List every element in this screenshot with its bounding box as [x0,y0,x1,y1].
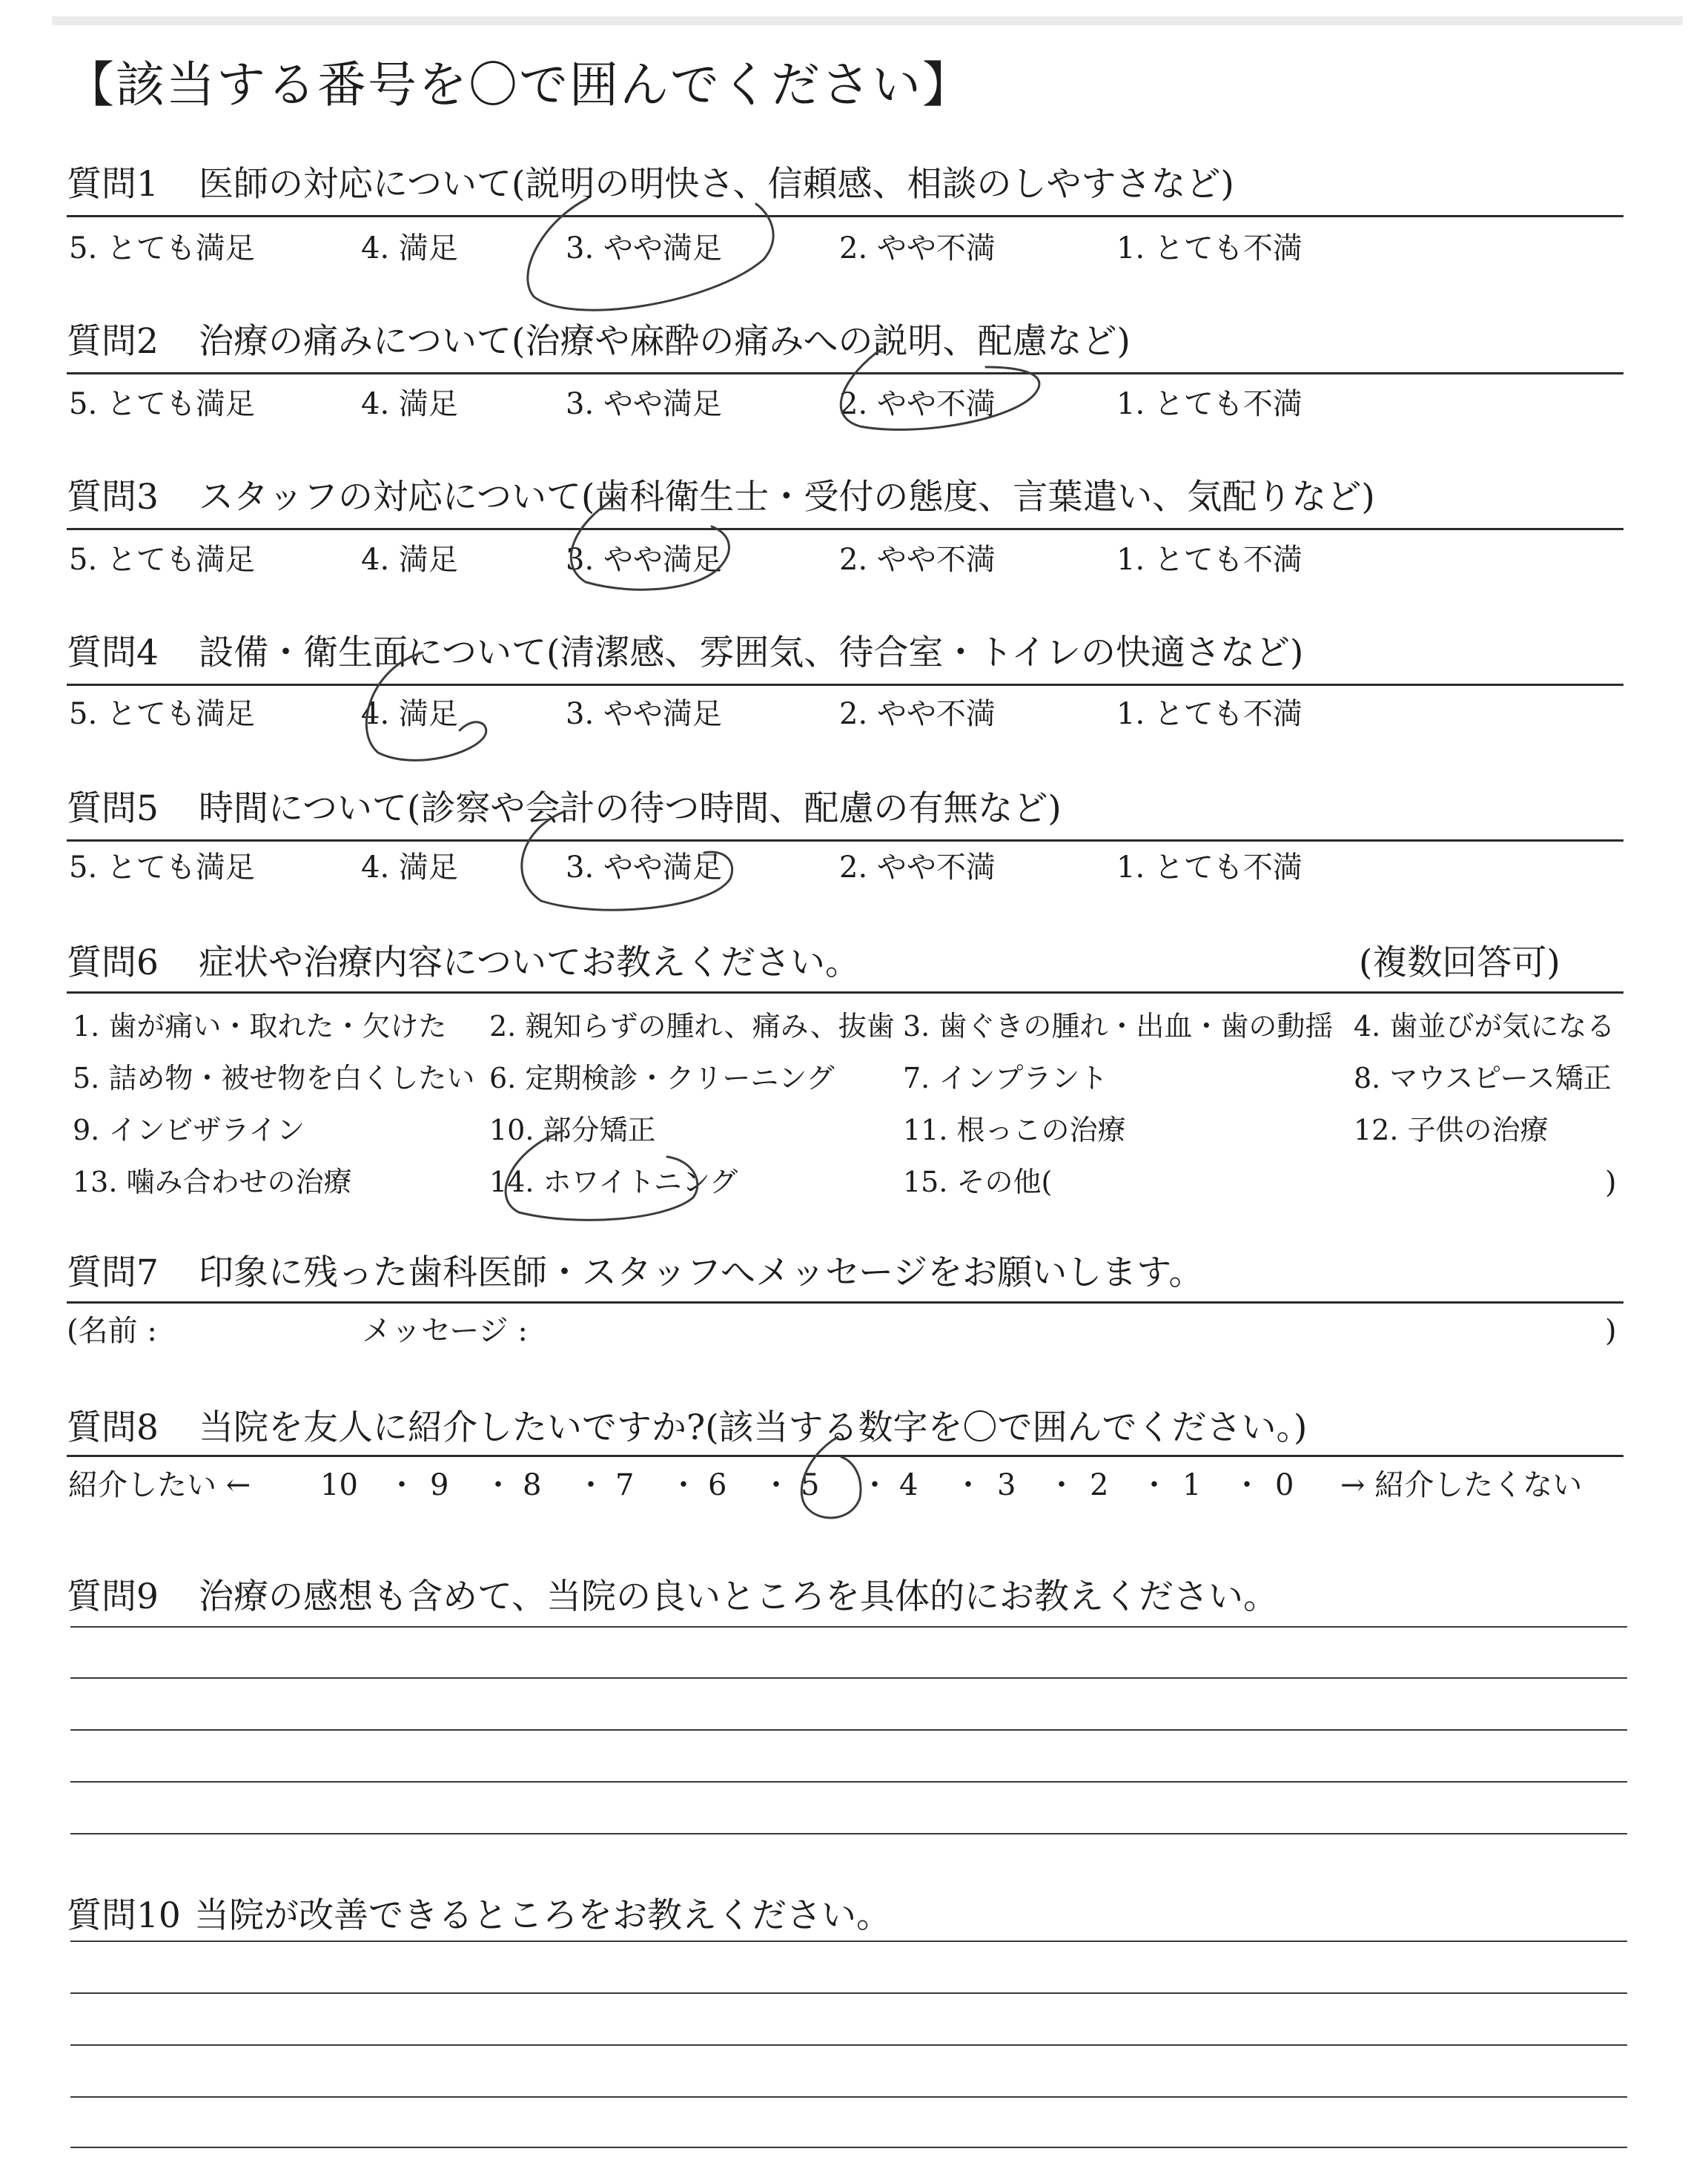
scale-value-6[interactable]: 6 [708,1468,727,1502]
question-9 [67,1576,1279,1617]
question-number: 質問6 [67,942,159,983]
question-text: 時間について(診察や会計の待つ時間、配慮の有無など) [199,788,1062,829]
treatment-option[interactable]: 11. 根っこの治療 [903,1114,1126,1146]
question-text: 治療の痛みについて(治療や麻酔の痛みへの説明、配慮など) [199,321,1131,362]
treatment-option[interactable]: 12. 子供の治療 [1354,1114,1549,1146]
answer-line[interactable] [70,1941,1627,1942]
scale-value-0[interactable]: 0 [1275,1468,1294,1502]
scale-separator: ・ [483,1468,513,1502]
option-3[interactable]: 3. やや満足 [566,387,722,421]
question-6 [67,942,861,983]
multiple-answers-note: (複数回答可) [1359,942,1560,983]
question-10 [67,1895,891,1936]
option-4[interactable]: 4. 満足 [361,231,458,265]
scale-separator: ・ [669,1468,698,1502]
question-rule [67,839,1623,842]
question-number: 質問8 [67,1407,159,1448]
question-number: 質問1 [67,164,159,205]
scale-value-5[interactable]: 5 [801,1468,820,1502]
question-text: 症状や治療内容についてお教えください。 [199,942,861,983]
treatment-option[interactable]: 7. インプラント [903,1062,1108,1094]
scale-separator: ・ [1139,1468,1169,1502]
option-3[interactable]: 3. やや満足 [566,697,722,731]
option-2[interactable]: 2. やや不満 [839,231,996,265]
scale-separator: ・ [1047,1468,1076,1502]
question-2 [67,321,1131,362]
answer-line[interactable] [70,1833,1627,1834]
question-number: 質問10 [67,1895,181,1936]
option-5[interactable]: 5. とても満足 [69,543,255,577]
treatment-option[interactable]: 9. インビザライン [73,1114,305,1146]
treatment-option[interactable]: 4. 歯並びが気になる [1354,1010,1615,1043]
treatment-option[interactable]: 8. マウスピース矯正 [1354,1062,1612,1094]
treatment-option[interactable]: 14. ホワイトニング [489,1166,738,1198]
question-5 [67,788,1062,829]
option-5[interactable]: 5. とても満足 [69,697,255,731]
question-3 [67,477,1375,518]
question-rule [67,372,1623,374]
name-field-label[interactable]: (名前 : [67,1314,157,1348]
question-8 [67,1407,1308,1448]
option-4[interactable]: 4. 満足 [361,387,458,421]
option-4[interactable]: 4. 満足 [361,851,458,885]
option-2[interactable]: 2. やや不満 [839,851,996,885]
question-text: 設備・衛生面について(清潔感、雰囲気、待合室・トイレの快適さなど) [199,633,1304,673]
question-4 [67,633,1304,673]
option-4[interactable]: 4. 満足 [361,543,458,577]
option-5[interactable]: 5. とても満足 [69,387,255,421]
question-rule [67,991,1623,994]
option-3[interactable]: 3. やや満足 [566,851,722,885]
question-text: 医師の対応について(説明の明快さ、信頼感、相談のしやすさなど) [199,164,1234,205]
scale-separator: ・ [1232,1468,1262,1502]
question-rule [67,215,1623,217]
scale-separator: ・ [860,1468,890,1502]
question-text: 印象に残った歯科医師・スタッフへメッセージをお願いします。 [199,1252,1204,1293]
treatment-option[interactable]: 1. 歯が痛い・取れた・欠けた [73,1010,447,1043]
question-text: 当院が改善できるところをお教えください。 [194,1895,891,1936]
question-text: 当院を友人に紹介したいですか?(該当する数字を〇で囲んでください。) [199,1407,1308,1448]
scale-separator: ・ [953,1468,983,1502]
option-1[interactable]: 1. とても不満 [1116,543,1302,577]
answer-line[interactable] [70,1781,1627,1783]
answer-line[interactable] [70,2096,1627,2098]
treatment-option-other[interactable]: 15. その他( [903,1166,1053,1198]
treatment-option[interactable]: 6. 定期検診・クリーニング [489,1062,835,1094]
question-number: 質問5 [67,788,159,829]
message-field-label[interactable]: メッセージ : [362,1314,528,1348]
question-rule [67,684,1623,686]
scale-value-8[interactable]: 8 [523,1468,542,1502]
option-5[interactable]: 5. とても満足 [69,231,255,265]
option-1[interactable]: 1. とても不満 [1116,851,1302,885]
question-rule [67,1301,1623,1304]
treatment-option[interactable]: 5. 詰め物・被せ物を白くしたい [73,1062,475,1094]
scale-value-2[interactable]: 2 [1090,1468,1109,1502]
question-text: 治療の感想も含めて、当院の良いところを具体的にお教えください。 [199,1576,1279,1617]
scale-value-7[interactable]: 7 [615,1468,635,1502]
treatment-option[interactable]: 2. 親知らずの腫れ、痛み、抜歯 [489,1010,895,1043]
answer-line[interactable] [70,2044,1627,2046]
question-text: スタッフの対応について(歯科衛生士・受付の態度、言葉遣い、気配りなど) [199,477,1375,518]
option-2[interactable]: 2. やや不満 [839,543,996,577]
question-rule [67,528,1623,530]
question-7 [67,1252,1204,1293]
option-5[interactable]: 5. とても満足 [69,851,255,885]
scale-value-1[interactable]: 1 [1182,1468,1202,1502]
other-close-paren: ) [1605,1166,1617,1200]
scale-separator: ・ [387,1468,417,1502]
question-number: 質問3 [67,477,159,518]
scale-separator: ・ [761,1468,791,1502]
instruction-title: 【該当する番号を〇で囲んでください】 [65,56,973,113]
option-3[interactable]: 3. やや満足 [566,231,722,265]
question-1 [67,164,1234,205]
treatment-option[interactable]: 3. 歯ぐきの腫れ・出血・歯の動揺 [903,1010,1334,1043]
option-1[interactable]: 1. とても不満 [1116,387,1302,421]
scale-left-label: 紹介したい ← [68,1468,251,1502]
question-number: 質問4 [67,633,159,673]
option-2[interactable]: 2. やや不満 [839,387,996,421]
answer-line[interactable] [70,1626,1627,1628]
answer-line[interactable] [70,1729,1627,1731]
scale-right-label: → 紹介したくない [1340,1468,1583,1502]
scale-value-4[interactable]: 4 [899,1468,918,1502]
answer-line[interactable] [70,2147,1627,2148]
question-number: 質問7 [67,1252,159,1293]
question-number: 質問9 [67,1576,159,1617]
option-2[interactable]: 2. やや不満 [839,697,996,731]
option-1[interactable]: 1. とても不満 [1116,697,1302,731]
scale-value-10[interactable]: 10 [320,1468,358,1502]
scan-edge [52,16,1683,25]
treatment-option[interactable]: 10. 部分矯正 [489,1114,656,1146]
scale-value-9[interactable]: 9 [430,1468,449,1502]
message-close-paren: ) [1605,1314,1617,1348]
option-4[interactable]: 4. 満足 [361,697,458,731]
scale-value-3[interactable]: 3 [997,1468,1016,1502]
answer-line[interactable] [70,1677,1627,1679]
answer-line[interactable] [70,1992,1627,1994]
scale-separator: ・ [576,1468,606,1502]
option-1[interactable]: 1. とても不満 [1116,231,1302,265]
treatment-option[interactable]: 13. 噛み合わせの治療 [73,1166,352,1198]
option-3[interactable]: 3. やや満足 [566,543,722,577]
question-number: 質問2 [67,321,159,362]
question-rule [67,1455,1623,1457]
